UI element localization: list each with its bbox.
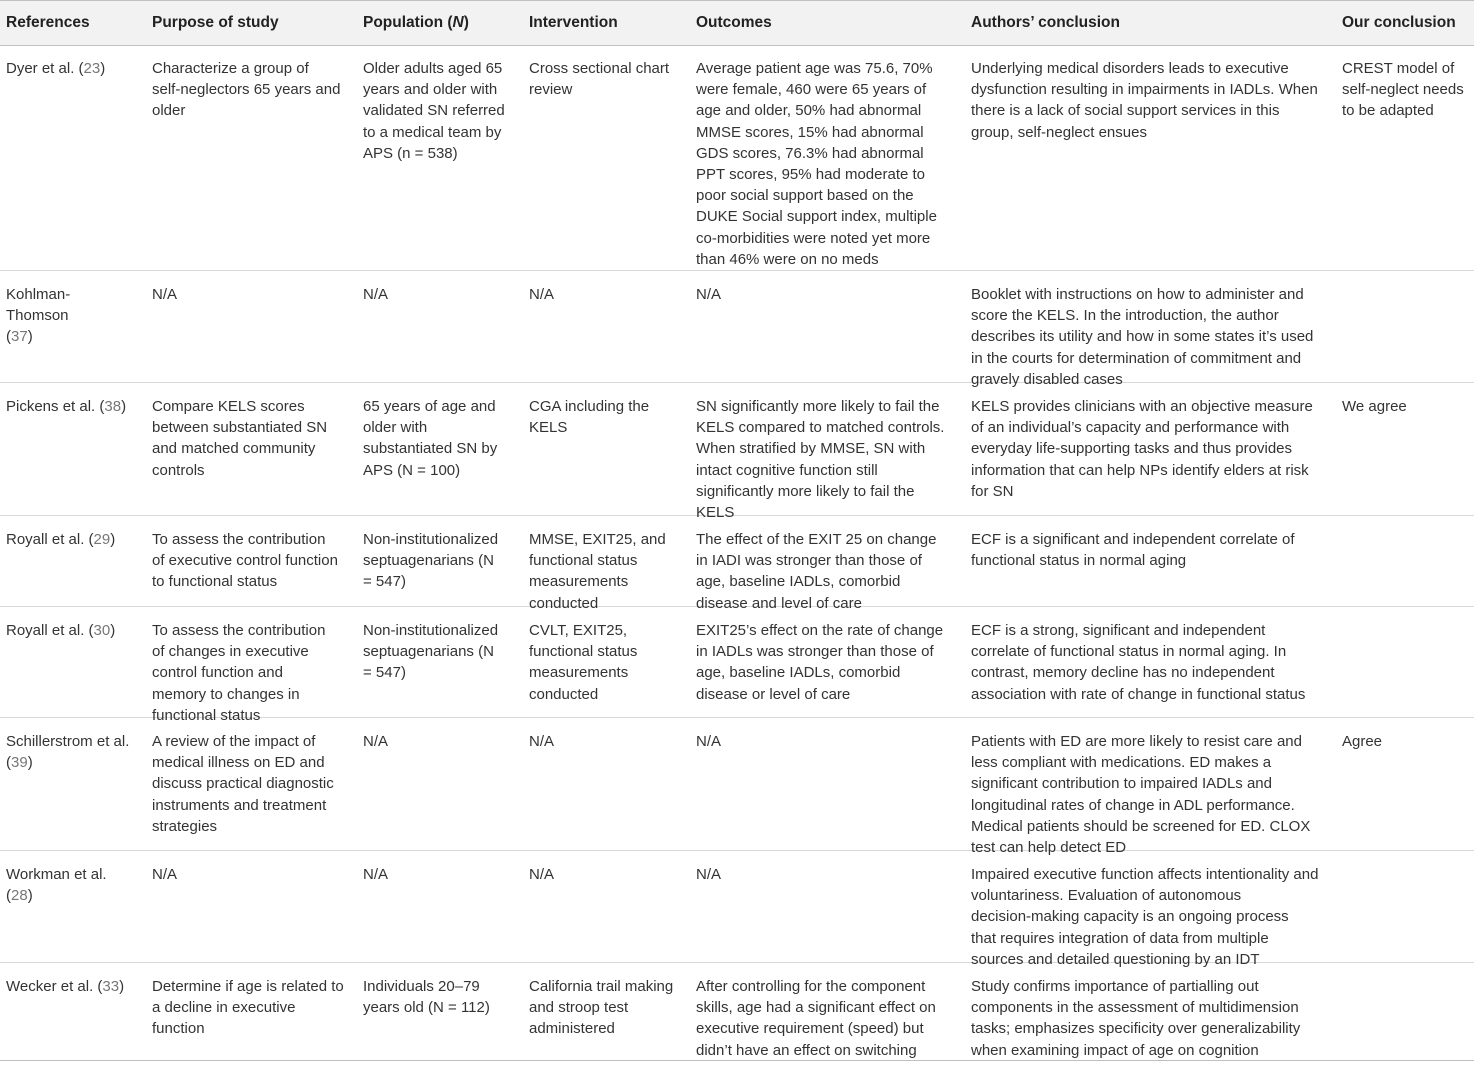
table-row (0, 383, 1474, 522)
cell-authors-conclusion: Underlying medical disorders leads to executive dysfunction resulting in impairments in IADLs. When there is a lack of social support services in this group, self-neglect ensues (971, 60, 1318, 141)
cell-population: Non-institutionalized septuagenarians (N = 547) (363, 622, 499, 682)
cell-purpose: A review of the impact of medical illness on ED and discuss practical diagnostic instruments and treatment strategies (152, 733, 334, 835)
table-header-row (0, 0, 1474, 46)
cell-purpose: Characterize a group of self-neglectors 65 years and older (152, 60, 341, 120)
cell-intervention: CVLT, EXIT25, functional status measurements conducted (529, 622, 638, 703)
header-intervention: Intervention (529, 14, 618, 31)
cell-authors-conclusion: Booklet with instructions on how to administer and score the KELS. In the introduction, the author describes its utility and how in some states it’s used in the courts for determination of commitment and gravely disabled cases (971, 286, 1314, 388)
reference-close: ) (110, 531, 116, 548)
table-row (0, 45, 1474, 271)
cell-reference (6, 976, 142, 997)
reference-name: Pickens et al. ( (6, 398, 105, 415)
reference-name: Workman et al. ( (6, 866, 107, 905)
reference-citation-link[interactable]: 28 (11, 887, 28, 905)
table-row (0, 271, 1474, 388)
cell-reference (6, 284, 142, 348)
cell-population: Individuals 20–79 years old (N = 112) (363, 978, 490, 1017)
reference-close: ) (27, 887, 33, 905)
header-population-prefix: Population ( (363, 14, 453, 31)
cell-intervention: Cross sectional chart review (529, 60, 670, 99)
cell-purpose: N/A (152, 286, 178, 303)
header-authors-conclusion: Authors’ conclusion (971, 14, 1120, 31)
reference-close: ) (110, 622, 116, 639)
reference-citation-link[interactable]: 38 (104, 398, 122, 415)
cell-authors-conclusion: ECF is a strong, significant and independent correlate of functional status in normal aging. In contrast, memory decline has no independent association with rate of change in functional status (971, 622, 1306, 703)
cell-intervention: N/A (529, 733, 555, 750)
cell-outcomes: N/A (696, 866, 722, 883)
cell-purpose: Compare KELS scores between substantiated SN and matched community controls (152, 398, 328, 479)
cell-our-conclusion: CREST model of self-neglect needs to be adapted (1342, 60, 1464, 120)
cell-authors-conclusion: KELS provides clinicians with an objective measure of an individual’s capacity and performance with everyday life-supporting tasks and thus provides information that can help NPs identify elders at risk for SN (971, 398, 1313, 500)
cell-outcomes: Average patient age was 75.6, 70% were female, 460 were 65 years of age and older, 50% had abnormal MMSE scores, 15% had abnormal GDS scores, 76.3% had abnormal PPT scores, 95% had moderate to poor social support based on the DUKE Social support index, multiple co-morbidities were noted yet more than 46% were on no meds (696, 60, 937, 268)
reference-name: Dyer et al. ( (6, 60, 84, 77)
cell-authors-conclusion: Study confirms importance of partialling out components in the assessment of multidimension tasks; emphasizes specificity over generalizability when examining impact of age on cognition (971, 978, 1301, 1059)
cell-our-conclusion: Agree (1342, 733, 1383, 750)
cell-outcomes: N/A (696, 286, 722, 303)
cell-population: 65 years of age and older with substantiated SN by APS (N = 100) (363, 398, 498, 479)
cell-purpose: N/A (152, 866, 178, 883)
reference-citation-link[interactable]: 37 (11, 328, 28, 346)
cell-population: N/A (363, 733, 389, 750)
header-outcomes: Outcomes (696, 14, 772, 31)
cell-outcomes: SN significantly more likely to fail the KELS compared to matched controls. When stratified by MMSE, SN with intact cognitive function still significantly more likely to fail the KELS (696, 398, 945, 522)
cell-population: N/A (363, 286, 389, 303)
table-row (0, 963, 1474, 1061)
cell-intervention: MMSE, EXIT25, and functional status measurements conducted (529, 531, 666, 612)
reference-close: ) (27, 328, 33, 346)
reference-close: ) (121, 398, 127, 415)
table-row (0, 718, 1474, 857)
cell-population: N/A (363, 866, 389, 883)
header-purpose: Purpose of study (152, 14, 279, 31)
cell-intervention: California trail making and stroop test administered (529, 978, 674, 1038)
reference-close: ) (119, 978, 125, 995)
cell-purpose: Determine if age is related to a decline in executive function (152, 978, 344, 1038)
header-population (363, 14, 469, 32)
header-our-conclusion: Our conclusion (1342, 14, 1456, 31)
cell-intervention: N/A (529, 866, 555, 883)
cell-purpose: To assess the contribution of changes in executive control function and memory to changes in functional status (152, 622, 326, 724)
cell-outcomes: EXIT25’s effect on the rate of change in IADLs was stronger than those of age, baseline IADLs, comorbid disease or level of care (696, 622, 944, 703)
header-population-suffix: ) (463, 14, 469, 31)
cell-authors-conclusion: Patients with ED are more likely to resist care and less compliant with medications. ED makes a significant contribution to impaired IADLs and longitudinal rates of change in ADL performance. Medical patients should be screened for ED. CLOX test can help detect ED (971, 733, 1311, 857)
reference-name: Wecker et al. ( (6, 978, 103, 995)
cell-authors-conclusion: ECF is a significant and independent correlate of functional status in normal aging (971, 531, 1295, 570)
header-references: References (6, 14, 90, 31)
reference-citation-link[interactable]: 30 (93, 622, 111, 639)
reference-name: Kohlman- Thomson ( (6, 286, 71, 346)
cell-reference (6, 731, 142, 773)
cell-reference (6, 58, 142, 79)
cell-reference (6, 864, 142, 906)
reference-citation-link[interactable]: 39 (11, 754, 28, 772)
cell-reference (6, 620, 142, 641)
cell-outcomes: N/A (696, 733, 722, 750)
cell-outcomes: After controlling for the component skills, age had a significant effect on executive requirement (speed) but didn’t have an effect on switching (696, 978, 936, 1059)
header-population-n: N (452, 14, 464, 31)
table-row (0, 516, 1474, 612)
cell-intervention: N/A (529, 286, 555, 303)
cell-population: Non-institutionalized septuagenarians (N = 547) (363, 531, 499, 591)
reference-close: ) (100, 60, 106, 77)
table-row (0, 851, 1474, 968)
reference-citation-link[interactable]: 29 (93, 531, 111, 548)
cell-outcomes: The effect of the EXIT 25 on change in IADI was stronger than those of age, baseline IADLs, comorbid disease and level of care (696, 531, 937, 612)
table-row (0, 607, 1474, 724)
cell-population: Older adults aged 65 years and older with validated SN referred to a medical team by APS (n = 538) (363, 60, 505, 162)
reference-name: Schillerstrom et al. ( (6, 733, 130, 772)
cell-reference (6, 396, 142, 417)
cell-authors-conclusion: Impaired executive function affects intentionality and voluntariness. Evaluation of autonomous decision-making capacity is an ongoing process that requires integration of data from multiple sources and detailed questioning by an IDT (971, 866, 1319, 968)
cell-intervention: CGA including the KELS (529, 398, 650, 437)
cell-reference (6, 529, 142, 550)
reference-citation-link[interactable]: 33 (102, 978, 120, 995)
reference-close: ) (27, 754, 33, 772)
cell-purpose: To assess the contribution of executive control function to functional status (152, 531, 338, 591)
cell-our-conclusion: We agree (1342, 398, 1407, 415)
reference-name: Royall et al. ( (6, 622, 94, 639)
reference-citation-link[interactable]: 23 (83, 60, 101, 77)
reference-name: Royall et al. ( (6, 531, 94, 548)
